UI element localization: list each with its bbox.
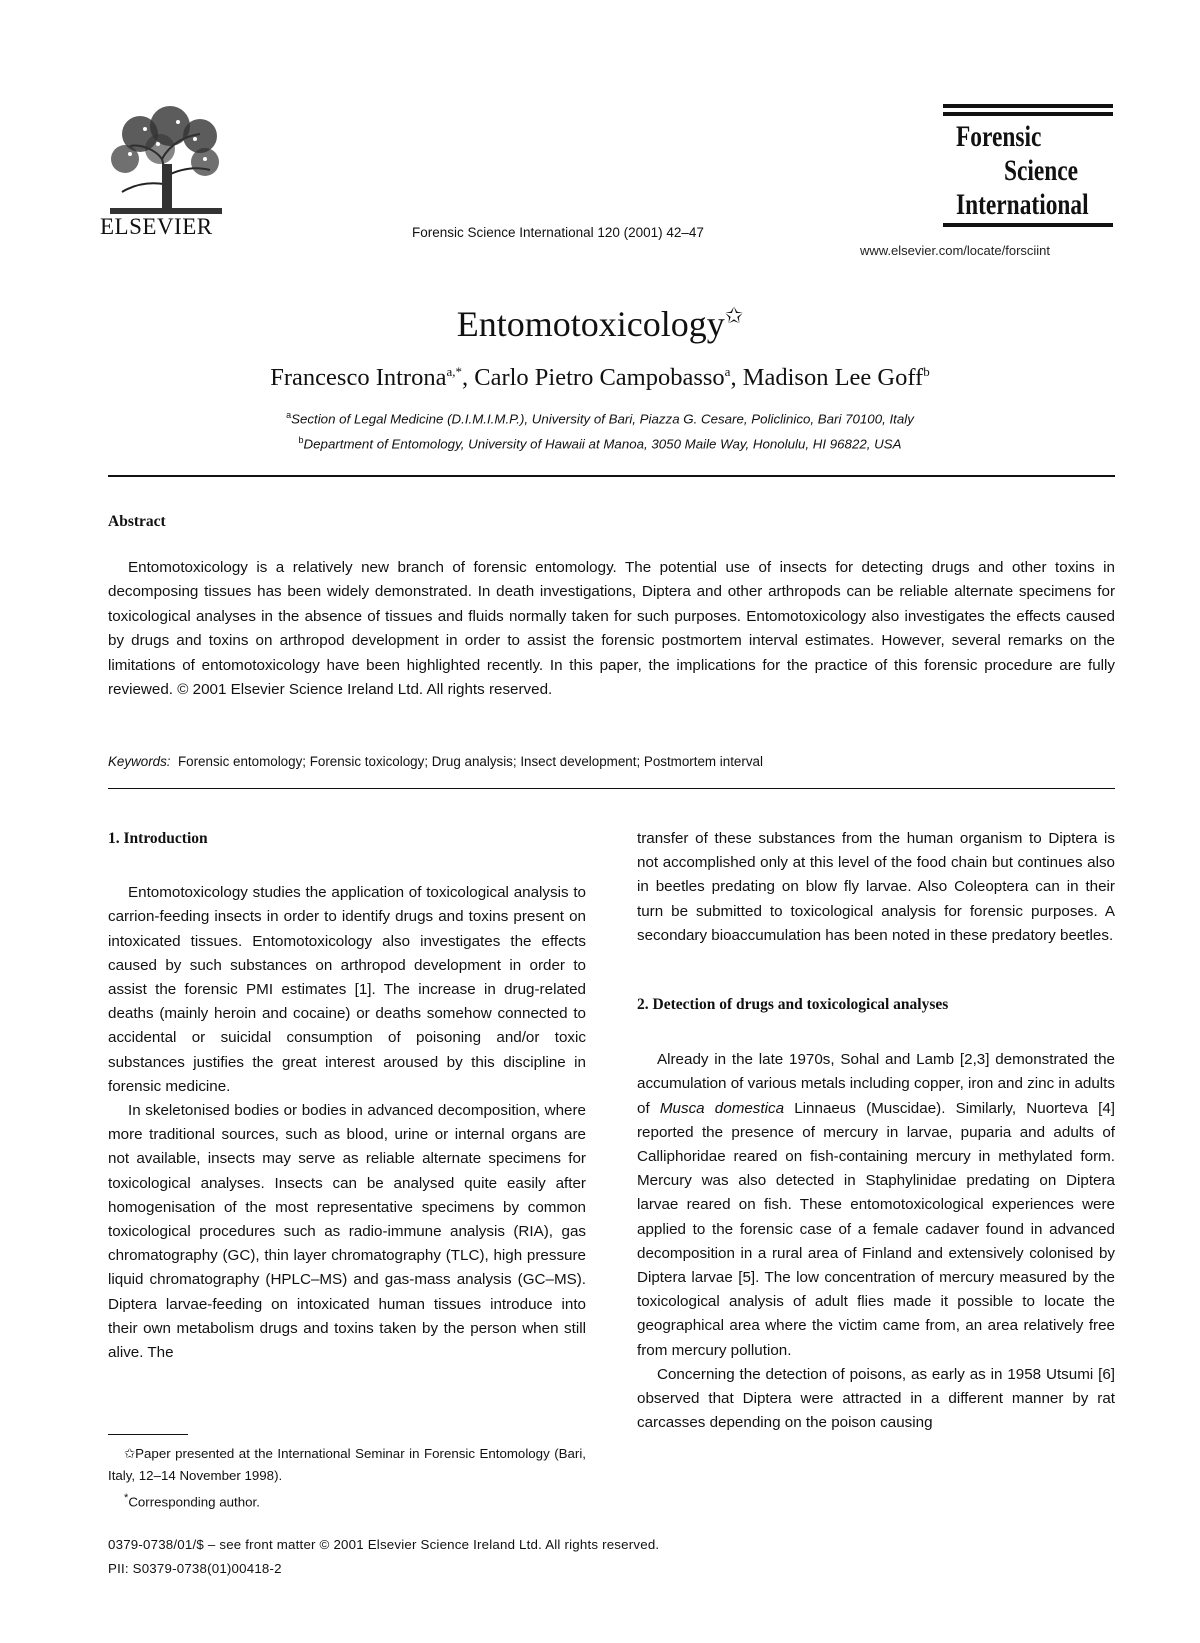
- pii-line: PII: S0379-0738(01)00418-2: [108, 1561, 282, 1576]
- affiliation-mark: b: [298, 435, 304, 445]
- author-affil-mark: a,*: [446, 364, 462, 379]
- author-affil-mark: a: [724, 364, 731, 379]
- masthead-line-3: International: [956, 188, 1089, 221]
- title-footnote-mark[interactable]: ✩: [724, 303, 744, 328]
- abstract-body: Entomotoxicology is a relatively new branch of forensic entomology. The potential use of insects for detecting drugs and other toxins in decomposing tissues has been widely demonstrated. In death investigations, Diptera and other arthropods can be reliable alternate specimens for toxicological analyses in the absence of tissues and fluids normally taken for such purposes. Entomotoxicology also investigates the effects caused by drugs and toxins on arthropod development in order to assist the forensic postmortem interval estimates. However, several remarks on the limitations of entomotoxicology have been highlighted recently. In this paper, the implications for the practice of this forensic procedure are fully reviewed. © 2001 Elsevier Science Ireland Ltd. All rights reserved.: [108, 559, 1115, 699]
- masthead-top-rules: [943, 104, 1113, 120]
- keywords-line: [108, 754, 763, 769]
- title-text: Entomotoxicology: [456, 304, 725, 344]
- author-name: Carlo Pietro Campobasso: [474, 364, 725, 392]
- paragraph: transfer of these substances from the human organism to Diptera is not accomplished only at this level of the food chain but continues also in beetles predating on blow fly larvae. Also Coleoptera can in their turn be submitted to toxicological analysis for forensic purposes. A secondary bioaccumulation has been noted in these predatory beetles.: [637, 830, 1115, 944]
- paragraph-text: Already in the late 1970s, Sohal and Lamb [2,3] demonstrated the accumulation of various metals including copper, iron and zinc in adults of: [637, 1051, 1115, 1117]
- right-column: [637, 827, 1115, 1435]
- species-name: Musca domestica: [659, 1099, 785, 1117]
- publisher-name: ELSEVIER: [100, 214, 213, 239]
- masthead-line-2: Science: [1004, 154, 1079, 187]
- footnote-text: Paper presented at the International Seminar in Forensic Entomology (Bari, Italy, 12–14 November 1998).: [108, 1446, 586, 1483]
- author-name: Francesco Introna: [270, 364, 447, 392]
- paragraph: In skeletonised bodies or bodies in advanced decomposition, where more traditional sources, such as blood, urine or internal organs are not available, insects may serve as reliable alternate specimens for toxicological analyses. Insects can be analysed quite easily after homogenisation of the most representative specimens by common toxicological procedures such as radio-immune analysis (RIA), gas chromatography (GC), thin layer chromatography (TLC), high pressure liquid chromatography (HPLC–MS) and gas-mass analysis (GC–MS). Diptera larvae-feeding on intoxicated human tissues introduce into their own metabolism drugs and toxins taken by the person when still alive. The: [108, 1102, 586, 1362]
- keywords-list: Forensic entomology; Forensic toxicology; Drug analysis; Insect development; Postmortem interval: [177, 754, 763, 769]
- footnote-rule: [108, 1434, 188, 1435]
- section-heading-detection: 2. Detection of drugs and toxicological analyses: [637, 996, 949, 1014]
- author-list: [0, 364, 1200, 392]
- journal-reference: Forensic Science International 120 (2001) 42–47: [412, 225, 704, 240]
- section-heading-introduction: 1. Introduction: [108, 830, 208, 847]
- journal-url[interactable]: www.elsevier.com/locate/forsciint: [860, 243, 1051, 258]
- footnote-corresponding: [108, 1487, 586, 1513]
- affiliation-mark: a: [286, 410, 292, 420]
- author-separator: ,: [461, 364, 475, 392]
- paragraph: Concerning the detection of poisons, as early as in 1958 Utsumi [6] observed that Diptera were attracted in a different manner by rat carcasses depending on the poison causing: [637, 1365, 1115, 1432]
- article-title: [0, 303, 1200, 345]
- masthead-bottom-rule: [943, 223, 1113, 227]
- affiliation-text: Section of Legal Medicine (D.I.M.I.M.P.), University of Bari, Piazza G. Cesare, Policlinico, Bari 70100, Italy: [291, 411, 914, 427]
- footnote-conference: [108, 1443, 586, 1487]
- footnote-mark: ✩: [124, 1446, 136, 1461]
- footnote-text: Corresponding author.: [128, 1494, 260, 1510]
- paragraph: [637, 1048, 1115, 1363]
- paragraph: Entomotoxicology studies the application of toxicological analysis to carrion-feeding insects in order to identify drugs and toxins present on intoxicated tissues. Entomotoxicology also investigates the effects caused by such substances on arthropod development in order to assist the forensic PMI estimates [1]. The increase in drug-related deaths (mainly heroin and cocaine) or deaths somehow connected to accidental or suicidal consumption of poisoning and/or toxic substances justifies the great interest aroused by this discipline in forensic medicine.: [108, 884, 586, 1095]
- affiliation-b: [0, 435, 1200, 451]
- affiliation-text: Department of Entomology, University of Hawaii at Manoa, 3050 Maile Way, Honolulu, HI 96822, USA: [303, 436, 902, 452]
- abstract-top-rule: [108, 475, 1115, 477]
- copyright-line: 0379-0738/01/$ – see front matter © 2001 Elsevier Science Ireland Ltd. All rights reserved.: [108, 1537, 660, 1552]
- left-column: [108, 827, 586, 1365]
- keywords-label: Keywords:: [108, 754, 171, 769]
- author-separator: ,: [730, 364, 743, 392]
- journal-masthead: [950, 120, 1110, 222]
- abstract-bottom-rule: [108, 788, 1115, 789]
- affiliation-a: [0, 410, 1200, 426]
- masthead-line-1: Forensic: [956, 120, 1042, 153]
- abstract-heading: Abstract: [108, 513, 166, 530]
- author-name: Madison Lee Goff: [742, 364, 924, 392]
- paragraph-text: Linnaeus (Muscidae). Similarly, Nuorteva [4] reported the presence of mercury in larvae, puparia and adults of Calliphoridae reared on fish-containing mercury in methylated form. Mercury was also detected in Staphylinidae predating on Diptera larvae reared on fish. These entomotoxicological experiences were applied to the forensic case of a female cadaver found in advanced decomposition in a rural area of Finland and extensively colonised by Diptera larvae [5]. The low concentration of mercury measured by the toxicological analysis of adult flies made it possible to locate the geographical area where the victim came from, an area relatively free from mercury pollution.: [637, 1099, 1115, 1359]
- author-affil-mark: b: [923, 364, 930, 379]
- footnote-mark: *: [124, 1492, 129, 1504]
